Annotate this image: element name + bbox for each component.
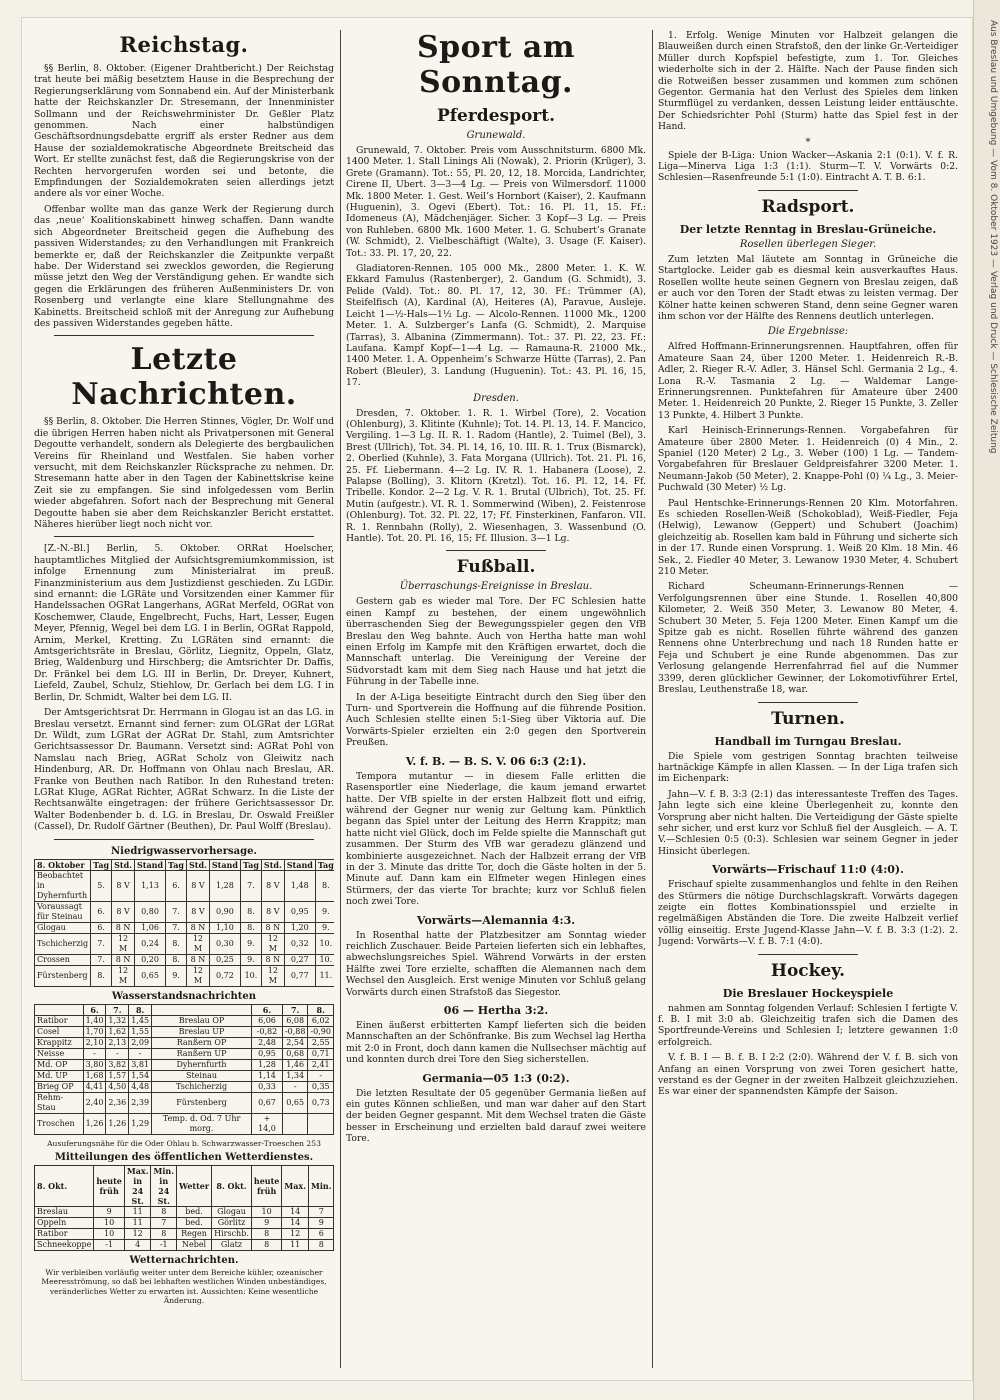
table-header-cell: Std.	[112, 859, 135, 870]
table-cell: 0,68	[282, 1048, 308, 1059]
table-header-cell: Tag	[91, 859, 112, 870]
match-heading: Vorwärts—Frischauf 11:0 (4:0).	[712, 863, 904, 877]
table-cell: 1,46	[282, 1059, 308, 1070]
table-header-cell: Stand	[209, 859, 240, 870]
table-row	[35, 1217, 335, 1228]
table-cell: 0,95	[284, 901, 315, 922]
table-cell: 1,10	[209, 922, 240, 933]
table-cell: Glogau	[212, 1206, 252, 1217]
turnen-paragraph: Jahn—V. f. B. 3:3 (2:1) das interessanteste Treffen des Tages. Jahn legte sich eine kleine Überlegenheit zu, konnte den Vorsprung aber nicht halten. Die Verteidigung der Gäste spielte sehr sicher, und erst kurz vor Schluß fiel der Ausgleich. — A. T. V.—Schlesien 0:5 (0:3). Schlesien war seinem Gegner in jeder Hinsicht überlegen.	[658, 788, 958, 857]
table-cell: 6.	[166, 870, 187, 901]
table-row	[35, 901, 335, 922]
table-cell: 1,68	[83, 1070, 106, 1081]
fussball-continued: 1. Erfolg. Wenige Minuten vor Halbzeit gelangen die Blauweißen durch einen Strafstoß, den der linke Gr.-Verteidiger Müller durch Kopfspiel befestigte, zum 1. Tor. Gleiches wiederholte sich in der 2. Hälfte. Nach der Pause finden sich die Rotweißen besser zusammen und kommen zum schönen Gegentor. Germania hat den Verlust des Spieles dem linken Sturmflügel zu verdanken, dessen Leistung leider enttäuschte. Der Schiedsrichter Pohl (Sturm) hatte das Spiel fest in der Hand.	[658, 30, 958, 133]
table-cell: 0,65	[282, 1092, 308, 1113]
table-cell: 2,36	[106, 1092, 129, 1113]
table-cell: 0,67	[252, 1092, 283, 1113]
table-row	[35, 1081, 334, 1092]
table-cell: Troschen	[35, 1113, 84, 1134]
table-cell: Tschicherzig	[152, 1081, 252, 1092]
wasserstand-footnote: Ausuferungsnähe für die Oder Ohlau b. Schwarzwasser-Troeschen 253	[47, 1138, 321, 1148]
table-cell: 0,24	[134, 933, 165, 954]
table-cell: 1,28	[252, 1059, 283, 1070]
table-cell: Krappitz	[35, 1037, 84, 1048]
table-header-cell: 6.	[252, 1004, 283, 1015]
table-cell: 2,54	[282, 1037, 308, 1048]
table-cell: 8.	[91, 965, 112, 986]
table-header-cell: 7.	[282, 1004, 308, 1015]
table-cell: 10.	[315, 933, 334, 954]
table-cell: 9.	[315, 901, 334, 922]
table-cell: 12 M	[187, 965, 210, 986]
table-cell: 6,02	[308, 1015, 334, 1026]
table-header-cell: Std.	[261, 859, 284, 870]
table-header-cell: Stand	[284, 859, 315, 870]
table-cell: 6.	[91, 922, 112, 933]
table-row	[35, 1059, 334, 1070]
table-cell: 8 N	[187, 922, 210, 933]
table-cell: -0,88	[282, 1026, 308, 1037]
table-cell: 8 N	[187, 954, 210, 965]
table-cell: Md. OP	[35, 1059, 84, 1070]
table-cell: Crossen	[35, 954, 91, 965]
fussball-paragraph: Gestern gab es wieder mal Tore. Der FC Schlesien hatte einen Kampf zu bestehen, der einem ungewöhnlich überraschenden Sieg der Bewegungsspieler gegen den VfB Breslau den Weg bahnte. Auch von Hertha hatte man wohl einen Erfolg im Kampfe mit den Kräftigen erwartet, doch die Mannschaft unterlag. Die Vereinigung der Vereine der Südvorstadt kam mit dem Sieg nach Hause und hat jetzt die Führung in der Tabelle inne.	[346, 596, 646, 688]
table-cell: 9	[94, 1206, 125, 1217]
wetternachrichten-heading: Wetternachrichten.	[129, 1254, 239, 1266]
table-cell: 10	[251, 1206, 282, 1217]
divider	[758, 190, 858, 191]
table-cell: 8	[151, 1206, 177, 1217]
table-cell: 1,62	[106, 1026, 129, 1037]
table-cell: -	[106, 1048, 129, 1059]
table-row	[35, 1015, 334, 1026]
table-cell: Oppeln	[35, 1217, 94, 1228]
table-cell: 8 N	[112, 954, 135, 965]
table-cell: Md. UP	[35, 1070, 84, 1081]
table-cell: 12 M	[261, 933, 284, 954]
dresden-subheading: Dresden.	[473, 392, 519, 404]
table-cell: Cosel	[35, 1026, 84, 1037]
table-header-cell: heute früh	[94, 1165, 125, 1206]
table-cell: 8 V	[261, 870, 284, 901]
table-row	[35, 1070, 334, 1081]
table-cell: 4	[124, 1239, 151, 1250]
table-header-cell: Std.	[187, 859, 210, 870]
column-right	[658, 30, 958, 1368]
divider	[54, 335, 314, 336]
table-header-cell: 8. Oktober	[35, 859, 91, 870]
table-header-cell: 8.	[129, 1004, 152, 1015]
table-cell: -	[129, 1048, 152, 1059]
table-cell: -	[282, 1081, 308, 1092]
table-cell: Breslau OP	[152, 1015, 252, 1026]
table-header-cell: Tag	[240, 859, 261, 870]
table-header-cell: Stand	[134, 859, 165, 870]
table-row	[35, 1037, 334, 1048]
table-cell: 0,65	[134, 965, 165, 986]
table-header-cell: Tag	[315, 859, 334, 870]
table-cell: 3,81	[129, 1059, 152, 1070]
table-cell: 8 V	[261, 901, 284, 922]
table-cell: 6.	[91, 901, 112, 922]
table-cell: 0,71	[308, 1048, 334, 1059]
table-cell: 12 M	[261, 965, 284, 986]
table-cell: 1,26	[83, 1113, 106, 1134]
table-cell: 1,70	[83, 1026, 106, 1037]
divider	[758, 954, 858, 955]
niedrigwasser-table	[34, 859, 334, 987]
table-cell: -	[83, 1048, 106, 1059]
table-cell: 4,48	[129, 1081, 152, 1092]
table-cell: Breslau UP	[152, 1026, 252, 1037]
radsport-paragraph: Karl Heinisch-Erinnerungs-Rennen. Vorgabefahren für Amateure über 2800 Meter. 1. Heidenreich (0) 4 Min., 2. Spaniel (120 Meter) 2 Lg., 3. Weber (100) 1 Lg. — Tandem-Vorgabefahren für Breslauer Geldpreisfahrer 3200 Meter. 1. Neumann-Jakob (50 Meter), 2. Knappe-Pohl (0) ¼ Lg., 3. Meier-Puchwald (30 Meter) ½ Lg.	[658, 425, 958, 494]
table-cell: bed.	[176, 1206, 211, 1217]
match-heading: 06 — Hertha 3:2.	[443, 1004, 549, 1017]
grunewald-subheading: Grunewald.	[466, 130, 526, 141]
table-cell: 4,50	[106, 1081, 129, 1092]
fussball-heading: Fußball.	[456, 557, 536, 578]
newspaper-page	[22, 18, 972, 1380]
table-cell: Ranßern UP	[152, 1048, 252, 1059]
table-cell: 2,41	[308, 1059, 334, 1070]
table-cell: 12 M	[112, 933, 135, 954]
table-cell: 5.	[91, 870, 112, 901]
table-cell: 10.	[240, 965, 261, 986]
table-cell: 0,27	[284, 954, 315, 965]
table-cell: 2,09	[129, 1037, 152, 1048]
letzte-nachrichten-heading: Letzte Nachrichten.	[71, 342, 297, 413]
table-row	[35, 933, 335, 954]
table-cell: Beobachtet in Dyhernfurth	[35, 870, 91, 901]
table-cell: 0,90	[209, 901, 240, 922]
fussball-subheading: Überraschungs-Ereignisse in Breslau.	[399, 581, 593, 593]
table-cell: 0,95	[252, 1048, 283, 1059]
table-header-cell: 7.	[106, 1004, 129, 1015]
radsport-subheading: Der letzte Renntag in Breslau-Grüneiche.	[679, 222, 937, 236]
b-liga-results: Spiele der B-Liga: Union Wacker—Askania 2:1 (0:1). V. f. R. Liga—Minerva Liga 1:3 (1:1). Sturm—T. V. Vorwärts 0:2. Schlesien—Rasenfreunde 5:1 (1:0). Eintracht A. T. B. 6:1.	[658, 149, 958, 184]
table-cell: 9.	[240, 954, 261, 965]
margin-text: Aus Breslau und Umgebung — Vom 8. Oktober 1923 — Verlag und Druck — Schlesische Zeitung	[988, 20, 998, 454]
table-cell: Schneekoppe	[35, 1239, 94, 1250]
table-cell: 0,30	[209, 933, 240, 954]
table-cell: + 14,0	[252, 1113, 283, 1134]
table-cell: 6,06	[252, 1015, 283, 1026]
reichstag-paragraph: Offenbar wollte man das ganze Werk der Regierung durch das ‚neue‘ Koalitionskabinett hinweg schaffen. Dann wandte sich Abgeordneter Breitscheid gegen die Aufhebung des passiven Widerstandes; zu den Verhandlungen mit Frankreich bemerkte er, daß der Reichskanzler die Zeitpunkte verpaßt habe. Der Widerstand sei zwecklos geworden, die Regierung müsse jetzt den Weg der Verständigung gehen. Er wandte sich gegen die Erklärungen des früheren Außenministers Dr. von Rosenberg und verlangte eine klare Stellungnahme des Kabinetts. Breitscheid schloß mit der Anregung zur Aufhebung des passiven Widerstandes gegeben hätte.	[34, 203, 334, 329]
table-cell: Glogau	[35, 922, 91, 933]
table-cell: 11.	[315, 965, 334, 986]
table-cell: 6,08	[282, 1015, 308, 1026]
table-cell: 1,57	[106, 1070, 129, 1081]
table-cell: 10	[94, 1228, 125, 1239]
fussball-paragraph: In der A-Liga beseitigte Eintracht durch den Sieg über den Turn- und Sportverein die Hoffnung auf die führende Position. Auch Schlesien stellte einen 5:1-Sieg über Viktoria auf. Die Vorwärts-Spieler erzielten ein 2:0 gegen den Sportverein Preußen.	[346, 691, 646, 749]
table-cell: 8.	[166, 954, 187, 965]
table-cell: 8.	[166, 933, 187, 954]
table-cell: 8 V	[187, 901, 210, 922]
table-cell: Ranßern OP	[152, 1037, 252, 1048]
table-cell: -1	[94, 1239, 125, 1250]
scan-margin	[973, 0, 1000, 1400]
table-cell: Nebel	[176, 1239, 211, 1250]
reichstag-paragraph: §§ Berlin, 8. Oktober. (Eigener Drahtbericht.) Der Reichstag trat heute bei mäßig besetztem Hause in die Besprechung der Regierungserklärung vom Sonnabend ein. Auf der Ministerbank hatte der Reichskanzler Dr. Stresemann, der Innenminister Sollmann und der Reichswehrminister Dr. Geßler Platz genommen. Nach einer halbstündigen Geschäftsordnungsdebatte ergriff als erster Redner aus dem Hause der sozialdemokratische Abgeordnete Breitscheid das Wort. Er stellte zunächst fest, daß die Regierungskrise von der Rechten hervorgerufen worden sei und betonte, die Empfindungen der Sozialdemokraten seien allerdings jetzt andere als vor einer Woche.	[34, 63, 334, 200]
table-cell: 8.	[240, 922, 261, 933]
news-paragraph: §§ Berlin, 8. Oktober. Die Herren Stinnes, Vögler, Dr. Wolf und die übrigen Herren haben nicht als Privatpersonen mit General Degoutte verhandelt, sondern als Delegierte des bergbaulichen Vereins für Rheinland und Westfalen. Sie haben vorher versucht, mit dem Reichskanzler Rücksprache zu nehmen. Dr. Stresemann hatte aber in den Tagen der Kabinettskrise keine Zeit sie zu empfangen. Sie sind infolgedessen vom Berlin wieder abgefahren. Sofort nach der Besprechung mit General Degoutte haben sie aber dem Reichskanzler Bericht erstattet. Näheres hierüber liegt noch nicht vor.	[34, 416, 334, 530]
news-paragraph: Der Amtsgerichtsrat Dr. Herrmann in Glogau ist an das LG. in Breslau versetzt. Ernannt sind ferner: zum OLGRat der LGRat Dr. Wildt, zum LGRat der AGRat Dr. Stahl, zum Amtsrichter Gerichtsassessor Dr. Baumann. Versetzt sind: AGRat Pohl von Namslau nach Brieg, AGRat Scholz von Gleiwitz nach Hindenburg, AR. Dr. Hoffmann von Ohlau nach Breslau, AR. Franke von Beuthen nach Ratibor. In den Ruhestand treten: LGRat Kluge, AGRat Richter, AGRat Schwarz. In die Liste der Rechtsanwälte eingetragen: der frühere Gerichtsassessor Dr. Walter Bodenbender b. d. LG. in Breslau, Dr. Oswald Freißler (Cassel), Dr. Rudolf Gärtner (Beuthen), Dr. Paul Wolff (Breslau).	[34, 707, 334, 833]
table-header-cell: heute früh	[251, 1165, 282, 1206]
table-cell: 1,20	[284, 922, 315, 933]
table-cell: 7.	[166, 922, 187, 933]
table-row	[35, 1239, 335, 1250]
table-cell: Glatz	[212, 1239, 252, 1250]
ergebnisse-label: Die Ergebnisse:	[767, 326, 849, 338]
table-row	[35, 922, 335, 933]
table-cell: 8.	[240, 901, 261, 922]
asterisk-separator: *	[805, 136, 811, 148]
match-heading: Germania—05 1:3 (0:2).	[422, 1071, 570, 1085]
reichstag-heading: Reichstag.	[119, 32, 249, 57]
wetter-table	[34, 1165, 334, 1251]
table-cell: -0,82	[252, 1026, 283, 1037]
table-cell: 9.	[166, 965, 187, 986]
table-cell: 1,26	[106, 1113, 129, 1134]
turnen-subheading: Handball im Turngau Breslau.	[714, 734, 902, 748]
table-cell: -	[308, 1070, 334, 1081]
table-cell: 8.	[315, 870, 334, 901]
match-report: Die letzten Resultate der 05 gegenüber Germania ließen auf ein gutes Können schließen, und man war daher auf den Start der beiden Gegner gespannt. Mit dem Wechsel traten die Gäste besser in Erscheinung und erzielten bald darauf zwei weitere Tore.	[346, 1087, 646, 1145]
table-cell: 12	[124, 1228, 151, 1239]
news-paragraph: [Z.-N.-Bl.] Berlin, 5. Oktober. ORRat Hoelscher, hauptamtliches Mitglied der Aufsichtsgremiumkommission, ist infolge Ernennung zum Ministerialrat im preuß. Finanzministerium aus dem Justizdienst geschieden. Zu LGDir. sind ernannt: die LGRäte und Vorsitzenden einer Kammer für Handelssachen OGRat Langerhans, AGRat Merfeld, OGRat von Koschemwer, Claude, Engelbrecht, Fuchs, Hart, Lesser, Eugen Meyer, Pfennig, Wegel bei dem LG. I in Berlin, OGRat Rappold, Arnim, Merkel, Kretting. Zu LGRäten sind ernannt: die Amtsgerichtsräte in Breslau, Görlitz, Liegnitz, Oppeln, Glatz, Brieg, Waldenburg und Hirschberg; die Amtsrichter Dr. Daffis, Dr. Fränkel bei dem LG. III in Berlin, Dr. Dreyer, Kuhnert, Liefeld, Zaubel, Schulz, Stiehlow, Dr. Gerlach bei dem LG. I in Berlin, Dr. Schmidt, Walter bei dem LG. II.	[34, 543, 334, 703]
table-row	[35, 954, 335, 965]
table-cell: 3,82	[106, 1059, 129, 1070]
table-row	[35, 1048, 334, 1059]
table-cell: 3,80	[83, 1059, 106, 1070]
table-cell: 8	[251, 1228, 282, 1239]
radsport-paragraph: Richard Scheumann-Erinnerungs-Rennen — Verfolgungsrennen über eine Stunde. 1. Rosellen 40,800 Kilometer, 2. Weiß 350 Meter, 3. Lewanow 80 Meter, 4. Schubert 30 Meter, 5. Feja 1200 Meter. Einen Kampf um die Spitze gab es nicht. Rosellen führte während des ganzen Rennens ohne Unterbrechung und nach 18 Runden hatte er Feja und Schubert je eine Runde abgenommen. Das zur Verlosung gelangende Herrenfahrrad fiel auf die Nummer 3399, deren glücklicher Gewinner, der Lokomotivführer Ertel, Breslau, Leuthenstraße 18, war.	[658, 581, 958, 696]
table-header-cell: Min.	[308, 1165, 334, 1206]
hockey-subheading: Die Breslauer Hockeyspiele	[722, 986, 894, 1000]
table-cell: 1,13	[134, 870, 165, 901]
table-cell: Hirschb.	[212, 1228, 252, 1239]
table-cell: 10.	[315, 954, 334, 965]
table-cell: 7.	[91, 933, 112, 954]
table-row	[35, 1026, 334, 1037]
table-cell: 2,10	[83, 1037, 106, 1048]
table-cell: 8 V	[112, 870, 135, 901]
table-cell: 8	[308, 1239, 334, 1250]
table-cell: 14	[282, 1217, 309, 1228]
table-cell: 0,32	[284, 933, 315, 954]
table-cell: 9	[251, 1217, 282, 1228]
table-cell: 8	[251, 1239, 282, 1250]
table-cell: 0,25	[209, 954, 240, 965]
table-cell: 2,55	[308, 1037, 334, 1048]
table-cell: 1,55	[129, 1026, 152, 1037]
race-results: Grunewald, 7. Oktober. Preis vom Ausschnitsturm. 6800 Mk. 1400 Meter. 1. Stall Linings Ali (Nowak), 2. Priorin (Krüger), 3. Grete (Gramann). Tot.: 55, Pl. 20, 12, 18. Morcida, Landrichter, Cirene II, Ubert. 3—3—4 Lg. — Preis von Wilmersdorf. 11000 Mk. 1800 Meter. 1. Gest. Weil’s Hornbort (Kaiser), 2. Kaufmann (Huguenin), 3. Ogevi (Ebert). Tot.: 16. Pl. 11, 15. Ff.: Idomeneus (A), Mädchenjäger. Sicher. 3 Kopf—3 Lg. — Preis von Ruhleben. 6800 Mk. 1600 Meter. 1. G. Schubert’s Granate (W. Schmidt), 2. Vielbeschäftigt (Walte), 3. Usage (F. Kaiser). Tot.: 33. Pl. 17, 20, 22.	[346, 145, 646, 259]
wetterdienst-heading: Mitteilungen des öffentlichen Wetterdienstes.	[54, 1151, 314, 1163]
table-header-cell: 6.	[83, 1004, 106, 1015]
radsport-subheading-2: Rosellen überlegen Sieger.	[739, 238, 877, 250]
table-cell	[308, 1113, 334, 1134]
table-cell: 0,72	[209, 965, 240, 986]
column-left	[34, 30, 334, 1368]
wetternachrichten-text: Wir verbleiben vorläufig weiter unter dem Bereiche kühler, ozeanischer Meeresströmung, so daß bei lebhaften westlichen Winden unbeständiges, veränderliches Wetter zu erwarten ist. Aussichten: Keine wesentliche Änderung.	[41, 1267, 327, 1306]
table-cell: 7.	[240, 870, 261, 901]
table-header-cell: Max. in 24 St.	[124, 1165, 151, 1206]
table-cell: -0,90	[308, 1026, 334, 1037]
table-cell: Neisse	[35, 1048, 84, 1059]
match-report: Einen äußerst erbitterten Kampf lieferten sich die beiden Mannschaften an der Schönfranke. Bis zum Wechsel lag Hertha mit 2:0 in Front, doch dann kamen die Nullsechser mächtig auf und konnten durch drei Tore den Sieg sicherstellen.	[346, 1020, 646, 1066]
table-header-cell: Min. in 24 St.	[151, 1165, 177, 1206]
turnen-paragraph: Die Spiele vom gestrigen Sonntag brachten teilweise hartnäckige Kämpfe in allen Klassen. — In der Liga trafen sich im Eichenpark:	[658, 750, 958, 785]
table-cell: Steinau	[152, 1070, 252, 1081]
table-cell: 10	[94, 1217, 125, 1228]
table-cell: 8 V	[112, 901, 135, 922]
niedrigwasser-heading: Niedrigwasservorhersage.	[111, 845, 257, 857]
table-cell: 9	[308, 1217, 334, 1228]
table-cell: 14	[282, 1206, 309, 1217]
table-cell: 0,73	[308, 1092, 334, 1113]
table-cell: 0,77	[284, 965, 315, 986]
table-cell: 12	[282, 1228, 309, 1239]
radsport-paragraph: Paul Hentschke-Erinnerungs-Rennen 20 Klm. Motorfahren. Es schieden Rosellen-Weiß (Schokoblad), Weiß-Fiedler, Feja (Helwig), Lewanow (Geppert) und Schubert (Joachim) gleichzeitig ab. Rosellen kam bald in Führung und sicherte sich in der 17. Runde einen Vorsprung. 1. Weiß 20 Klm. 18 Min. 46 Sek., 2. Fiedler 40 Meter, 3. Lewanow 1930 Meter, 4. Schubert 210 Meter.	[658, 497, 958, 578]
turnen-paragraph: Frischauf spielte zusammenhanglos und fehlte in den Reihen des Stürmers die nötige Durchschlagskraft. Vorwärts dagegen zeigte ein flottes Kombinationsspiel und erzielte in regelmäßigen Abständen die Tore. Die zweite Halbzeit verlief völlig einseitig. Erste Jugend-Klasse Jahn—V. f. B. 3:3 (1:2). 2. Jugend: Vorwärts—V. f. B. 7:1 (4:0).	[658, 879, 958, 948]
column-rule	[652, 30, 653, 1368]
table-cell: Regen	[176, 1228, 211, 1239]
table-cell: Fürstenberg	[35, 965, 91, 986]
match-report: Tempora mutantur — in diesem Falle erlitten die Rasensportler eine Niederlage, die kaum jemand erwartet hatte. Der VfB spielte in der ersten Halbzeit flott und eifrig, während der Gegner nur wenig zur Geltung kam. Pünktlich begann das Spiel unter der Leitung des Herrn Krappitz; man hatte nicht viel Glück, doch im Felde spielte die Mannschaft gut zusammen. Der Sturm des VfB war geradezu glänzend und kombinierte ausgezeichnet. Nach der Halbzeit errang der VfB in der 3. Minute das dritte Tor, doch die Gäste holten in der 5. Minute auf. Dann kam ein Elfmeter wegen Hinlegen eines Stürmers, der das vierte Tor brachte; kurz vor Schluß fielen noch zwei Tore.	[346, 770, 646, 908]
table-header-cell	[35, 1004, 84, 1015]
radsport-paragraph: Alfred Hoffmann-Erinnerungsrennen. Hauptfahren, offen für Amateure Saan 24, über 1200 Meter. 1. Heidenreich R.-B. Adler, 2. Rieger R.-V. Adler, 3. Hänsel Schl. Germania 2 Lg., 4. Lona R.-V. Tasmania 2 Lg. — Waldemar Lange-Erinnerungsrennen. Punktefahren für Amateure über 2400 Meter. 1. Heidenreich 20 Punkte, 2. Rieger 15 Punkte, 3. Zeller 13 Punkte, 4. Hilbert 3 Punkte.	[658, 341, 958, 421]
table-cell: 8 V	[187, 870, 210, 901]
pferdesport-heading: Pferdesport.	[436, 106, 556, 126]
table-header-cell: 8. Okt.	[35, 1165, 94, 1206]
table-cell: Voraussagt für Steinau	[35, 901, 91, 922]
table-cell: Breslau	[35, 1206, 94, 1217]
table-cell: 8 N	[112, 922, 135, 933]
table-cell: 0,80	[134, 901, 165, 922]
hockey-paragraph: nahmen am Sonntag folgenden Verlauf: Schlesien I fertigte V. f. B. I mit 3:0 ab. Gleichzeitig trafen sich die Damen des Sportfreunde-Vereins und Schlesien I; letztere gewannen 1:0 erfolgreich.	[658, 1002, 958, 1048]
table-cell: 7	[308, 1206, 334, 1217]
race-results: Gladiatoren-Rennen. 105 000 Mk., 2800 Meter. 1. K. W. Ekkard Famulus (Rastenberger), 2. Gandum (G. Schmidt), 3. Pelide (Vald). Tot.: 80. Pl. 17, 12, 30. Ff.: Trümmer (A), Steifelfisch (A), Kardinal (A), Heiteres (A), Paravue, Ausleje. Leicht 1—½-Hals—1½ Lg. — Alcolo-Rennen. 11000 Mk., 1200 Meter. 1. A. Sulzberger’s Lanfa (G. Schmidt), 2. Marquise (Tarras), 3. Albanina (Zimmermann). Tot.: 37. Pl. 22, 23. Ff.: Laufana. Kampf Kopf—1—4 Lg. — Ramauna-R. 21000 Mk., 1400 Meter. 1. A. Oppenheim’s Schwarze Hütte (Tarras), 2. Pan Robert (Bleuler), 3. Landung (Huguenin). Tot.: 43. Pl. 16, 15, 17.	[346, 263, 646, 389]
table-cell: 1,45	[129, 1015, 152, 1026]
table-cell: 11	[124, 1206, 151, 1217]
table-cell: 1,28	[209, 870, 240, 901]
table-cell: -1	[151, 1239, 177, 1250]
radsport-heading: Radsport.	[761, 196, 855, 217]
table-row	[35, 965, 335, 986]
hockey-heading: Hockey.	[770, 960, 846, 981]
table-header-cell: 8.	[308, 1004, 334, 1015]
divider	[54, 536, 314, 537]
table-cell: 1,06	[134, 922, 165, 933]
wasserstand-heading: Wasserstandsnachrichten	[111, 990, 257, 1002]
column-rule	[340, 30, 341, 1368]
table-cell: 2,40	[83, 1092, 106, 1113]
table-header-cell: Tag	[166, 859, 187, 870]
table-row	[35, 1113, 334, 1134]
table-cell: 6	[308, 1228, 334, 1239]
turnen-heading: Turnen.	[771, 708, 845, 729]
table-cell: Temp. d. Od. 7 Uhr morg.	[152, 1113, 252, 1134]
table-cell: 4,41	[83, 1081, 106, 1092]
table-cell: 1,34	[282, 1070, 308, 1081]
table-cell: 0,33	[252, 1081, 283, 1092]
table-cell: Fürstenberg	[152, 1092, 252, 1113]
table-cell: 2,48	[252, 1037, 283, 1048]
hockey-paragraph: V. f. B. I — B. f. B. I 2:2 (2:0). Während der V. f. B. sich von Anfang an einen Vorsprung von zwei Toren gesichert hatte, verstand es der Gegner in der zweiten Halbzeit gleichzuziehen. Es war einer der spannendsten Kämpfe der Saison.	[658, 1052, 958, 1098]
table-cell: Dyhernfurth	[152, 1059, 252, 1070]
table-cell: 2,13	[106, 1037, 129, 1048]
table-cell	[282, 1113, 308, 1134]
table-cell: 0,20	[134, 954, 165, 965]
table-row	[35, 1206, 335, 1217]
table-cell: 1,48	[284, 870, 315, 901]
match-report: In Rosenthal hatte der Platzbesitzer am Sonntag wieder reichlich Zuschauer. Beide Parteien lieferten sich ein lebhaftes, abwechslungsreiches Spiel. Während Vorwärts in der ersten Hälfte zwei Tore erzielte, schafften die Alemannen nach dem Wechsel den Ausgleich. Erst wenige Minuten vor Schluß gelang Vorwärts durch einen Strafstoß das Siegestor.	[346, 929, 646, 998]
table-cell: 7.	[166, 901, 187, 922]
table-cell: 12 M	[112, 965, 135, 986]
wasserstand-table	[34, 1004, 334, 1135]
race-results: Dresden, 7. Oktober. 1. R. 1. Wirbel (Tore), 2. Vocation (Ohlenburg), 3. Klitinte (Kuhnle); Tot. 14. Pl. 13, 14. F. Mancico, Vergiling. 1—3 Lg. II. R. 1. Radom (Hantle), 2. Tuimel (Bel), 3. Brest (Ullrich), Tot. 34. Pl. 14, 16, 10. III. R. 1. Trux (Bismarck), 2. Oberlied (Kuhnle), 3. Fata Morgana (Ullrich). Tot. 21. Pl. 16, 25. Ff. Liebermann. 4—2 Lg. IV. R. 1. Habanera (Loose), 2. Palapse (Bolling), 3. Klitorn (Kretzl). Tot. 16. Pl. 12, 14. Ff. Tribelle. Kondor. 2—2 Lg. V. R. 1. Brutal (Ulbrich), Tot. 25. Ff. Mutin (aufgestr.). VI. R. 1. Sommerwind (Wiben), 2. Feistenrose (Ohlenburg). Tot. 32. Pl. 22, 17; Ff. Finsterkinen, Fanfaron. VII. R. 1. Rennbahn (Rolly), 2. Wiesenhagen, 3. Wassenbund (O. Hantle). Tot. 20. Pl. 16, 15; Ff. Illusion. 3—1 Lg.	[346, 407, 646, 544]
divider	[758, 702, 858, 703]
table-cell: 8	[151, 1228, 177, 1239]
table-cell: 1,29	[129, 1113, 152, 1134]
table-cell: 0,35	[308, 1081, 334, 1092]
table-cell: bed.	[176, 1217, 211, 1228]
table-cell: Görlitz	[212, 1217, 252, 1228]
table-cell: 8 N	[261, 922, 284, 933]
column-middle	[346, 30, 646, 1368]
table-header-cell	[152, 1004, 252, 1015]
table-cell: 12 M	[187, 933, 210, 954]
divider	[446, 550, 546, 551]
table-row	[35, 870, 335, 901]
table-cell: 1,54	[129, 1070, 152, 1081]
table-header-cell: Max.	[282, 1165, 309, 1206]
table-cell: 9.	[315, 922, 334, 933]
table-row	[35, 1228, 335, 1239]
table-cell: 1,32	[106, 1015, 129, 1026]
radsport-paragraph: Zum letzten Mal läutete am Sonntag in Grüneiche die Startglocke. Leider gab es diesmal kein ausverkauftes Haus. Rosellen wollte heute seinen Gegnern von Breslau zeigen, daß er auch vor den Toren der Stadt etwas zu leisten vermag. Der Kölner hatte keinen schweren Stand, denn seine Gegner waren ihm schon vor der Hälfte des Rennens deutlich unterlegen.	[658, 253, 958, 322]
sport-heading: Sport am Sonntag.	[417, 30, 575, 100]
table-cell: 2,39	[129, 1092, 152, 1113]
table-cell: 1,40	[83, 1015, 106, 1026]
table-cell: 7	[151, 1217, 177, 1228]
divider	[54, 839, 314, 840]
match-heading: V. f. B. — B. S. V. 06 6:3 (2:1).	[405, 754, 587, 768]
table-cell: Rehm-Stau	[35, 1092, 84, 1113]
table-cell: 8 N	[261, 954, 284, 965]
table-cell: 9.	[240, 933, 261, 954]
table-cell: 11	[124, 1217, 151, 1228]
table-header-cell: 8. Okt.	[212, 1165, 252, 1206]
table-cell: Ratibor	[35, 1015, 84, 1026]
table-cell: Tschicherzig	[35, 933, 91, 954]
table-cell: Brieg OP	[35, 1081, 84, 1092]
table-cell: 1,14	[252, 1070, 283, 1081]
table-row	[35, 1092, 334, 1113]
table-cell: 7.	[91, 954, 112, 965]
table-cell: 11	[282, 1239, 309, 1250]
match-heading: Vorwärts—Alemannia 4:3.	[416, 913, 576, 927]
table-cell: Ratibor	[35, 1228, 94, 1239]
table-header-cell: Wetter	[176, 1165, 211, 1206]
